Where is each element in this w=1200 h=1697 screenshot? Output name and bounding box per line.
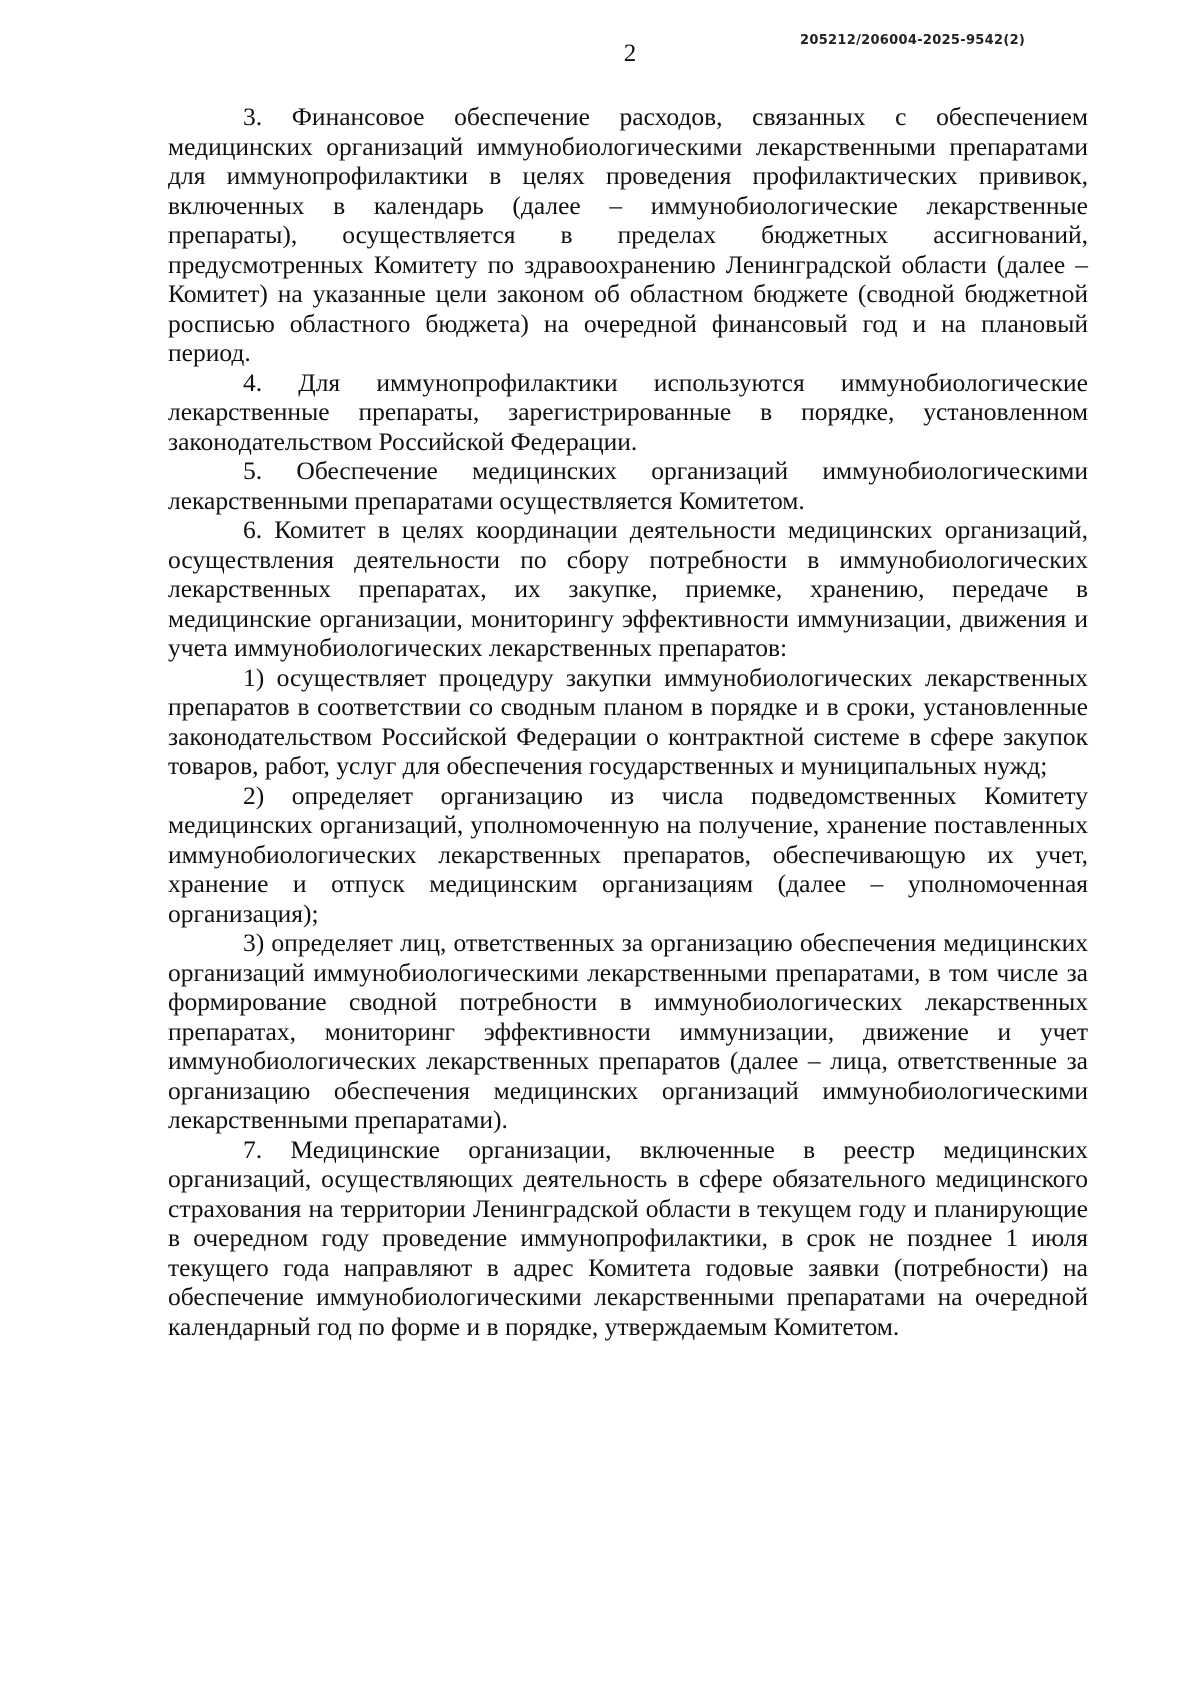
document-body [168, 102, 1088, 1341]
paragraph-6-item-3-responsible-persons: 3) определяет лиц, ответственных за организацию обеспечения медицинских организаций иммунобиологическими лекарственными препаратами, в том числе за формирование сводной потребности в иммунобиологических лекарственных препаратах, мониторинг эффективности иммунизации, движение и учет иммунобиологических лекарственных препаратов (далее – лица, ответственные за организацию обеспечения медицинских организаций иммунобиологическими лекарственными препаратами). [168, 928, 1088, 1134]
paragraph-6-item-1-procurement: 1) осуществляет процедуру закупки иммунобиологических лекарственных препаратов в соответствии со сводным планом в порядке и в сроки, установленные законодательством Российской Федерации о контрактной системе в сфере закупок товаров, работ, услуг для обеспечения государственных и муниципальных нужд; [168, 662, 1088, 780]
document-registration-number: 205212/206004-2025-9542(2) [800, 33, 1026, 48]
paragraph-6-item-2-authorized-organization: 2) определяет организацию из числа подведомственных Комитету медицинских организаций, уполномоченную на получение, хранение поставленных иммунобиологических лекарственных препаратов, обеспечивающую их учет, хранение и отпуск медицинским организациям (далее – уполномоченная организация); [168, 780, 1088, 928]
paragraph-3-financing: 3. Финансовое обеспечение расходов, связанных с обеспечением медицинских организаций иммунобиологическими лекарственными препаратами для иммунопрофилактики в целях проведения профилактических прививок, включенных в календарь (далее – иммунобиологические лекарственные препараты), осуществляется в пределах бюджетных ассигнований, предусмотренных Комитету по здравоохранению Ленинградской области (далее – Комитет) на указанные цели законом об областном бюджете (сводной бюджетной росписью областного бюджета) на очередной финансовый год и на плановый период. [168, 102, 1088, 367]
paragraph-6-committee-coordination: 6. Комитет в целях координации деятельности медицинских организаций, осуществления деятельности по сбору потребности в иммунобиологических лекарственных препаратах, их закупке, приемке, хранению, передаче в медицинские организации, мониторингу эффективности иммунизации, движения и учета иммунобиологических лекарственных препаратов: [168, 515, 1088, 662]
paragraph-5-committee-supply: 5. Обеспечение медицинских организаций иммунобиологическими лекарственными препаратами осуществляется Комитетом. [168, 456, 1088, 515]
page-number: 2 [623, 40, 637, 67]
paragraph-4-registered-drugs: 4. Для иммунопрофилактики используются иммунобиологические лекарственные препараты, зарегистрированные в порядке, установленном законодательством Российской Федерации. [168, 367, 1088, 456]
paragraph-7-annual-requests: 7. Медицинские организации, включенные в реестр медицинских организаций, осуществляющих деятельность в сфере обязательного медицинского страхования на территории Ленинградской области в текущем году и планирующие в очередном году проведение иммунопрофилактики, в срок не позднее 1 июля текущего года направляют в адрес Комитета годовые заявки (потребности) на обеспечение иммунобиологическими лекарственными препаратами на очередной календарный год по форме и в порядке, утверждаемым Комитетом. [168, 1134, 1088, 1341]
